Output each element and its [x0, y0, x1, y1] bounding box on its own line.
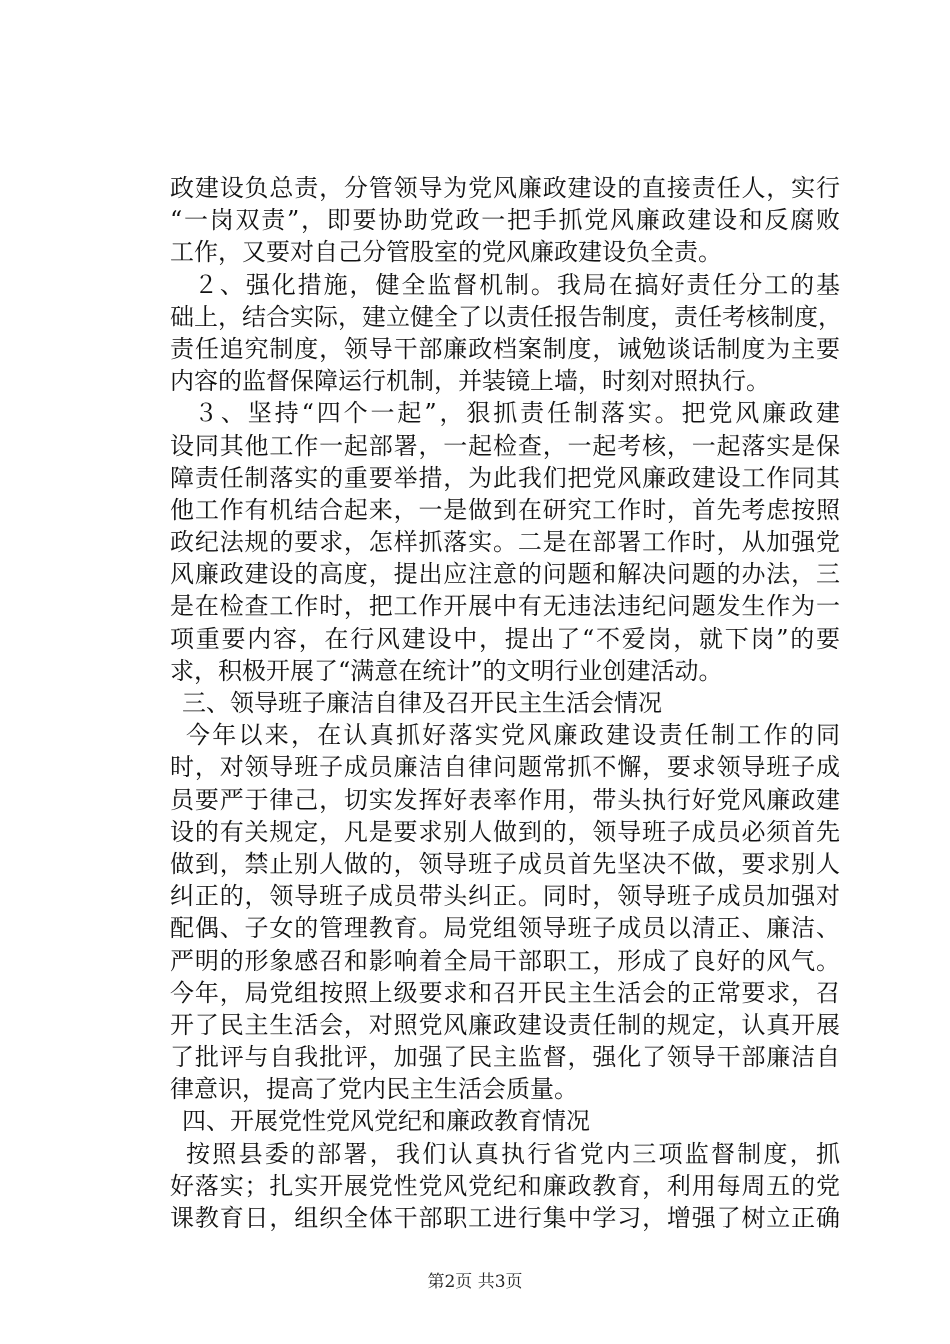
text-line: 开了民主生活会，对照党风廉政建设责任制的规定，认真开展 [170, 1010, 840, 1039]
text-line: 是在检查工作时，把工作开展中有无违法违纪问题发生作为一 [170, 592, 840, 621]
text-line: 工作，又要对自己分管股室的党风廉政建设负全责。 [170, 238, 722, 267]
text-line: 配偶、子女的管理教育。局党组领导班子成员以清正、廉洁、 [170, 914, 840, 943]
paragraph-start-line: 今年以来，在认真抓好落实党风廉政建设责任制工作的同 [186, 721, 840, 750]
text-line: 求，积极开展了“满意在统计”的文明行业创建活动。 [170, 656, 723, 685]
text-line: 责任追究制度，领导干部廉政档案制度，诫勉谈话制度为主要 [170, 334, 840, 363]
paragraph-start-line: 按照县委的部署，我们认真执行省党内三项监督制度，抓 [186, 1139, 840, 1168]
text-line: 律意识，提高了党内民主生活会质量。 [170, 1075, 578, 1104]
section-heading: 三、领导班子廉洁自律及召开民主生活会情况 [182, 689, 662, 717]
text-line: 员要严于律己，切实发挥好表率作用，带头执行好党风廉政建 [170, 785, 840, 814]
text-line: 严明的形象感召和影响着全局干部职工，形成了良好的风气。 [170, 946, 840, 975]
text-line: 项重要内容，在行风建设中，提出了“不爱岗，就下岗”的要 [170, 624, 840, 653]
text-line: 课教育日，组织全体干部职工进行集中学习，增强了树立正确 [170, 1204, 840, 1232]
text-line: 他工作有机结合起来，一是做到在研究工作时，首先考虑按照 [170, 495, 840, 524]
text-line: 政纪法规的要求，怎样抓落实。二是在部署工作时，从加强党 [170, 528, 840, 557]
text-line: 风廉政建设的高度，提出应注意的问题和解决问题的办法，三 [170, 560, 840, 589]
paragraph-start-line: ３、坚持“四个一起”，狠抓责任制落实。把党风廉政建 [194, 399, 840, 428]
text-line: 做到，禁止别人做的，领导班子成员首先坚决不做，要求别人 [170, 849, 840, 878]
document-body [170, 172, 840, 1234]
text-line: 时，对领导班子成员廉洁自律问题常抓不懈，要求领导班子成 [170, 753, 840, 782]
text-line: 设的有关规定，凡是要求别人做到的，领导班子成员必须首先 [170, 817, 840, 846]
page-footer: 第2页 共3页 [427, 1272, 523, 1292]
text-line: 今年，局党组按照上级要求和召开民主生活会的正常要求，召 [170, 978, 840, 1007]
text-line: “一岗双责”，即要协助党政一把手抓党风廉政建设和反腐败 [170, 206, 840, 235]
paragraph-start-line: ２、强化措施，健全监督机制。我局在搞好责任分工的基 [194, 270, 840, 299]
text-line: 政建设负总责，分管领导为党风廉政建设的直接责任人，实行 [170, 174, 840, 202]
text-line: 内容的监督保障运行机制，并装镜上墙，时刻对照执行。 [170, 367, 770, 396]
section-heading: 四、开展党性党风党纪和廉政教育情况 [182, 1107, 590, 1136]
text-line: 纠正的，领导班子成员带头纠正。同时，领导班子成员加强对 [170, 882, 840, 911]
text-line: 了批评与自我批评，加强了民主监督，强化了领导干部廉洁自 [170, 1043, 840, 1072]
text-line: 础上，结合实际，建立健全了以责任报告制度，责任考核制度， [170, 302, 842, 331]
text-line: 设同其他工作一起部署，一起检查，一起考核，一起落实是保 [170, 431, 840, 460]
text-line: 障责任制落实的重要举措，为此我们把党风廉政建设工作同其 [170, 463, 840, 492]
text-line: 好落实；扎实开展党性党风党纪和廉政教育，利用每周五的党 [170, 1171, 840, 1200]
